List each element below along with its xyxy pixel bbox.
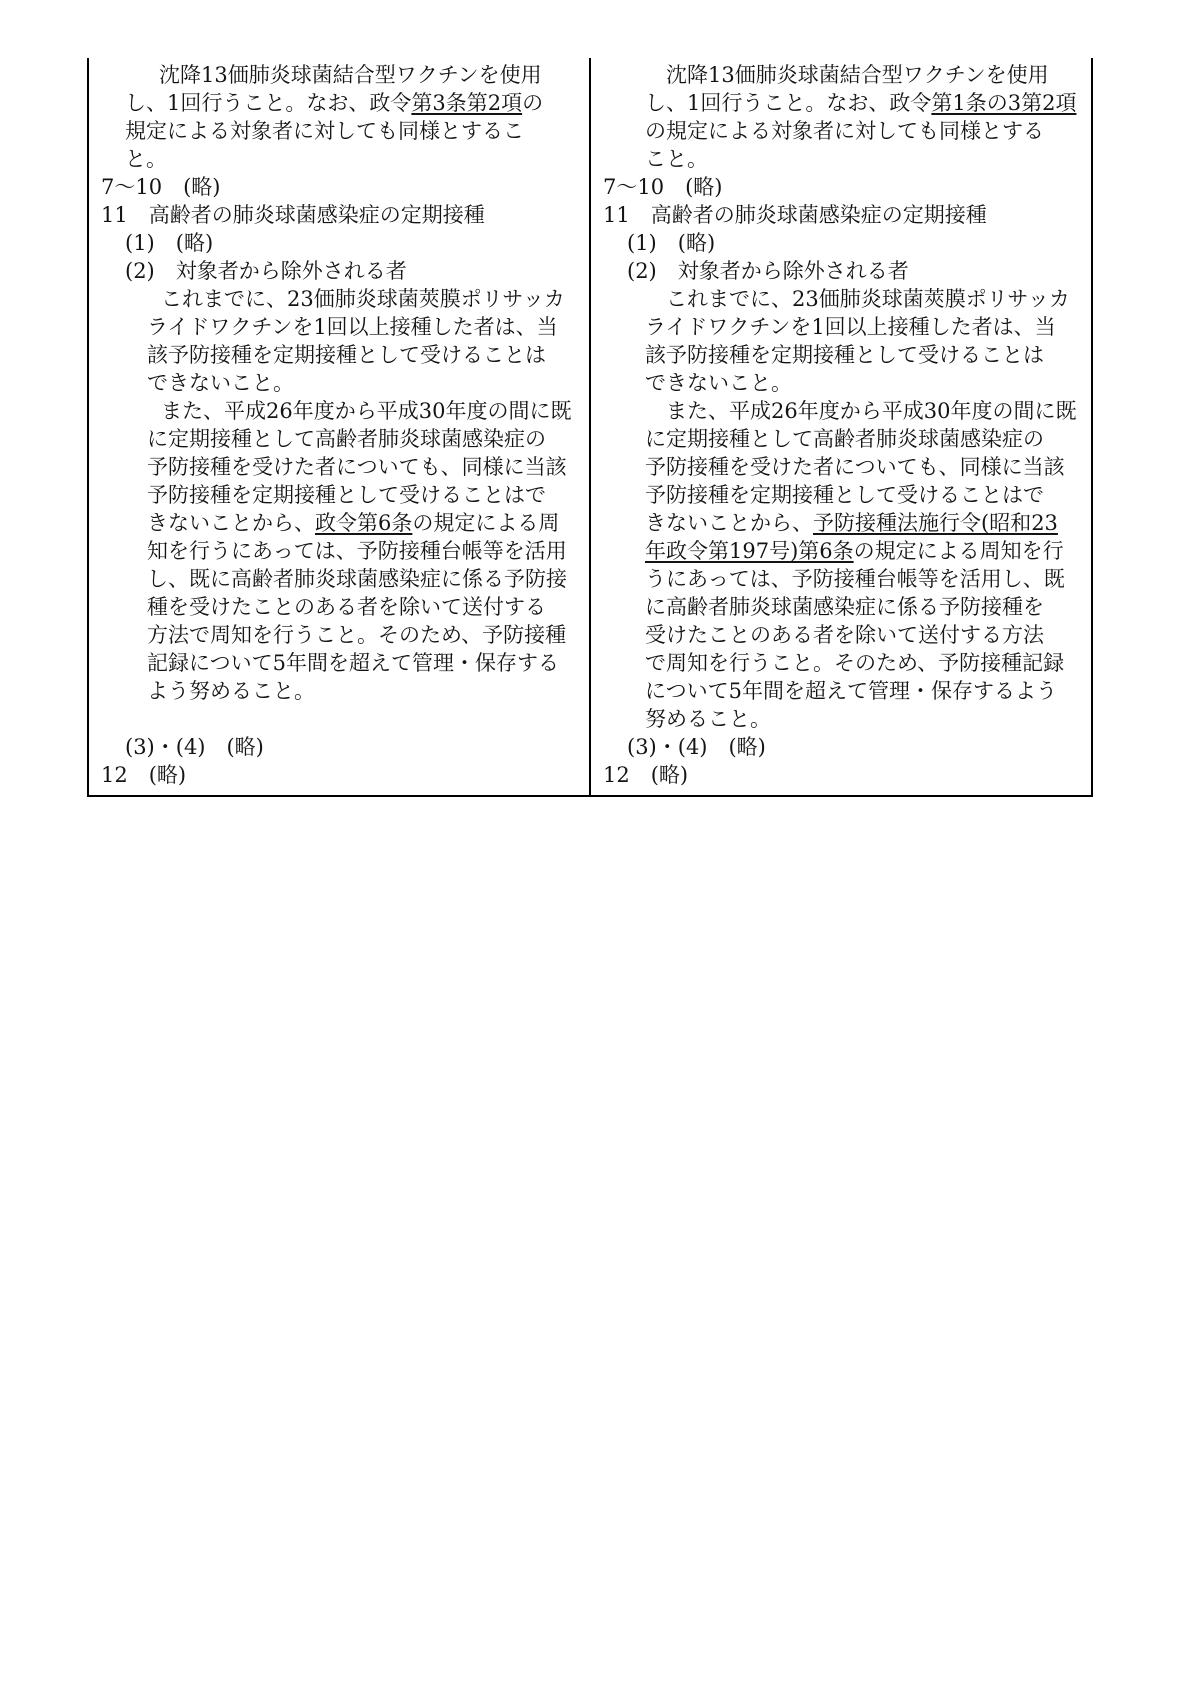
text-segment: し、既に高齢者肺炎球菌感染症に係る予防接 — [147, 567, 567, 591]
text-line — [101, 369, 583, 397]
text-segment: 規定による対象者に対しても同様とするこ — [125, 119, 524, 143]
comparison-table — [87, 58, 1093, 797]
text-segment: 沈降13価肺炎球菌結合型ワクチンを使用 — [666, 63, 1049, 87]
text-segment: 予防接種を定期接種として受けることはで — [645, 483, 1044, 507]
text-line — [101, 481, 583, 509]
blank-line — [101, 705, 583, 733]
text-line — [101, 117, 583, 145]
text-line — [603, 425, 1085, 453]
text-segment: できないこと。 — [147, 371, 294, 395]
text-line — [101, 89, 583, 117]
text-line — [603, 285, 1085, 313]
text-segment: 7〜10 (略) — [101, 175, 221, 199]
text-line — [603, 117, 1085, 145]
text-segment: 知を行うにあっては、予防接種台帳等を活用 — [147, 539, 567, 563]
text-line — [101, 761, 583, 789]
text-segment: で周知を行うこと。そのため、予防接種記録 — [645, 651, 1065, 675]
text-line — [101, 201, 583, 229]
text-segment: に定期接種として高齢者肺炎球菌感染症の — [645, 427, 1044, 451]
text-segment: の規定による周 — [412, 511, 560, 535]
text-segment: 種を受けたことのある者を除いて送付する — [147, 595, 546, 619]
text-line — [603, 453, 1085, 481]
text-segment: に高齢者肺炎球菌感染症に係る予防接種を — [645, 595, 1044, 619]
text-segment: ライドワクチンを1回以上接種した者は、当 — [645, 315, 1056, 339]
text-segment: また、平成26年度から平成30年度の間に既 — [666, 399, 1077, 423]
text-segment: こと。 — [645, 147, 708, 171]
text-line — [101, 145, 583, 173]
text-segment: 該予防接種を定期接種として受けることは — [147, 343, 546, 367]
text-segment: 予防接種を受けた者についても、同様に当該 — [645, 455, 1065, 479]
text-line — [603, 369, 1085, 397]
text-segment: 該予防接種を定期接種として受けることは — [645, 343, 1044, 367]
text-line — [603, 145, 1085, 173]
text-segment: できないこと。 — [645, 371, 792, 395]
text-line — [101, 285, 583, 313]
text-line — [101, 537, 583, 565]
text-segment: また、平成26年度から平成30年度の間に既 — [161, 399, 572, 423]
text-segment: について5年間を超えて管理・保存するよう — [645, 679, 1057, 703]
text-segment: ライドワクチンを1回以上接種した者は、当 — [147, 315, 558, 339]
text-segment: に定期接種として高齢者肺炎球菌感染症の — [147, 427, 546, 451]
text-line — [603, 509, 1085, 537]
text-segment: これまでに、23価肺炎球菌莢膜ポリサッカ — [161, 287, 565, 311]
text-line — [603, 313, 1085, 341]
underline-segment: 第1条の3第2項 — [931, 91, 1077, 115]
text-segment: きないことから、 — [147, 511, 315, 535]
text-line — [101, 341, 583, 369]
underline-segment: 第3条第2項 — [411, 91, 523, 115]
text-segment: うにあっては、予防接種台帳等を活用し、既 — [645, 567, 1065, 591]
text-line — [603, 341, 1085, 369]
text-segment: (1) (略) — [125, 231, 214, 255]
text-line — [101, 61, 583, 89]
text-line — [101, 565, 583, 593]
text-line — [603, 61, 1085, 89]
underline-segment: 政令第6条 — [315, 511, 413, 535]
text-line — [101, 257, 583, 285]
text-line — [603, 229, 1085, 257]
text-segment: 12 (略) — [603, 763, 689, 787]
text-segment: 方法で周知を行うこと。そのため、予防接種 — [147, 623, 567, 647]
text-line — [101, 509, 583, 537]
text-segment: し、1回行うこと。なお、政令 — [645, 91, 932, 115]
text-segment: し、1回行うこと。なお、政令 — [125, 91, 412, 115]
text-line — [603, 733, 1085, 761]
text-line — [101, 229, 583, 257]
text-line — [603, 677, 1085, 705]
text-line — [603, 761, 1085, 789]
text-line — [101, 397, 583, 425]
text-line — [603, 201, 1085, 229]
underline-segment: 年政令第197号)第6条 — [645, 539, 854, 563]
text-line — [603, 89, 1085, 117]
underline-segment: 予防接種法施行令(昭和23 — [813, 511, 1058, 535]
text-line — [101, 453, 583, 481]
text-segment: (1) (略) — [627, 231, 716, 255]
text-line — [603, 565, 1085, 593]
text-segment: 11 高齢者の肺炎球菌感染症の定期接種 — [101, 203, 485, 227]
text-segment: 7〜10 (略) — [603, 175, 723, 199]
text-segment: 受けたことのある者を除いて送付する方法 — [645, 623, 1044, 647]
text-line — [603, 621, 1085, 649]
text-segment: 11 高齢者の肺炎球菌感染症の定期接種 — [603, 203, 987, 227]
text-segment: の規定による対象者に対しても同様とする — [645, 119, 1044, 143]
text-line — [101, 677, 583, 705]
text-line — [101, 621, 583, 649]
text-segment: 12 (略) — [101, 763, 187, 787]
text-line — [603, 649, 1085, 677]
text-segment: の — [522, 91, 544, 115]
text-line — [603, 593, 1085, 621]
text-segment: (3)・(4) (略) — [125, 735, 264, 759]
text-segment: きないことから、 — [645, 511, 813, 535]
text-line — [101, 425, 583, 453]
text-segment: 努めること。 — [645, 707, 771, 731]
text-segment: 予防接種を受けた者についても、同様に当該 — [147, 455, 567, 479]
text-line — [101, 649, 583, 677]
text-line — [603, 537, 1085, 565]
text-line — [603, 173, 1085, 201]
text-line — [603, 397, 1085, 425]
text-line — [101, 173, 583, 201]
text-line — [101, 733, 583, 761]
text-segment: (3)・(4) (略) — [627, 735, 766, 759]
text-line — [603, 481, 1085, 509]
text-line — [603, 257, 1085, 285]
text-segment: (2) 対象者から除外される者 — [125, 259, 407, 283]
text-segment: 沈降13価肺炎球菌結合型ワクチンを使用 — [159, 63, 542, 87]
text-segment: 予防接種を定期接種として受けることはで — [147, 483, 546, 507]
text-segment: と。 — [125, 147, 167, 171]
text-segment: (2) 対象者から除外される者 — [627, 259, 909, 283]
left-column — [89, 58, 591, 795]
text-line — [603, 705, 1085, 733]
text-line — [101, 593, 583, 621]
text-segment: これまでに、23価肺炎球菌莢膜ポリサッカ — [666, 287, 1070, 311]
right-column — [591, 58, 1091, 795]
text-segment: よう努めること。 — [147, 679, 315, 703]
text-line — [101, 313, 583, 341]
text-segment: の規定による周知を行 — [853, 539, 1064, 563]
text-segment: 記録について5年間を超えて管理・保存する — [147, 651, 559, 675]
